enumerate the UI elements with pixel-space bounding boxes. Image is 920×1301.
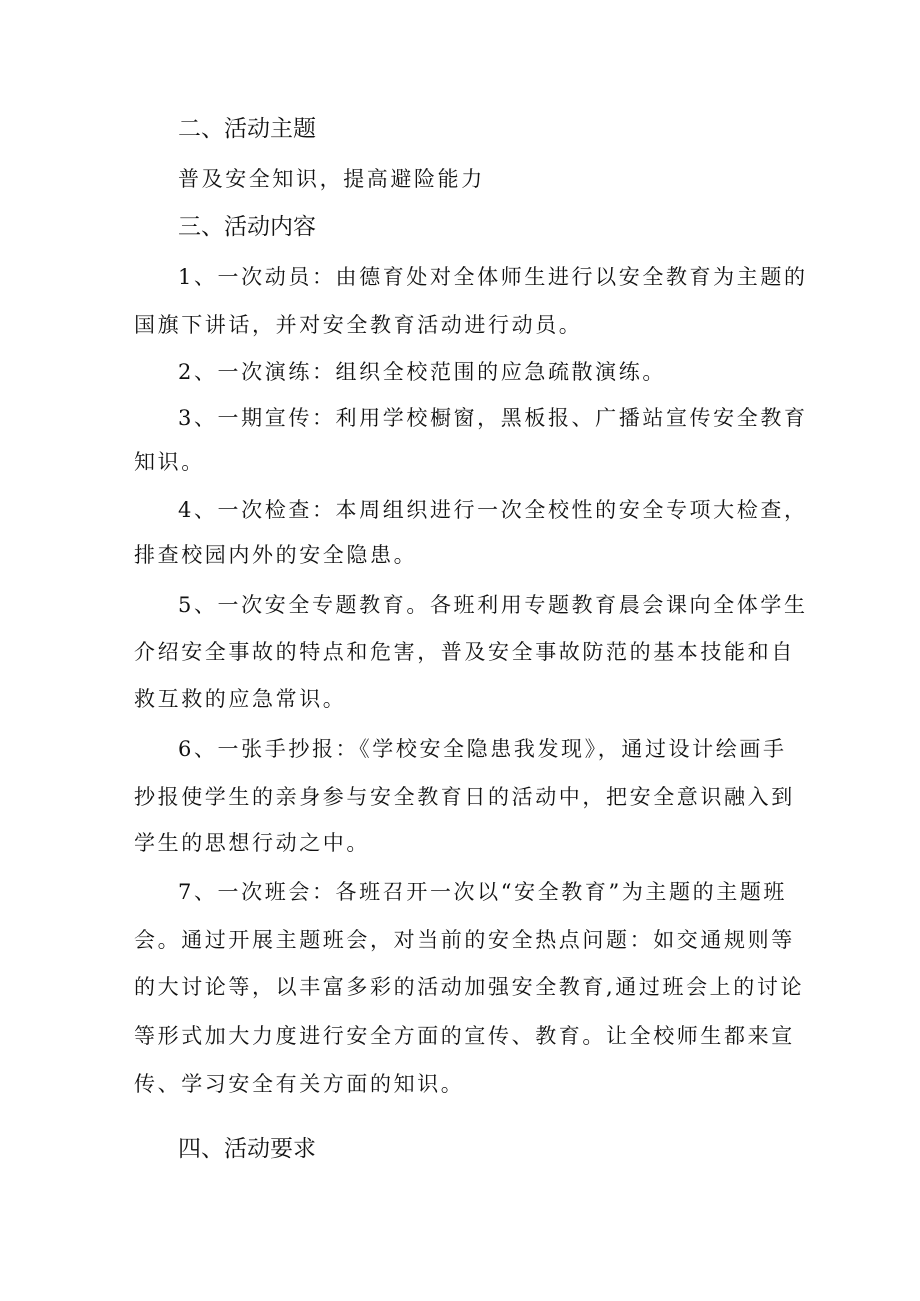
content-item-4-line-2: 排查校园内外的安全隐患。 bbox=[134, 543, 418, 567]
content-item-2-line-1: 2、一次演练：组织全校范围的应急疏散演练。 bbox=[178, 360, 666, 384]
content-item-3-line-1: 3、一期宣传：利用学校橱窗，黑板报、广播站宣传安全教育 bbox=[178, 406, 808, 430]
section-heading-requirements: 四、活动要求 bbox=[178, 1136, 316, 1162]
content-item-7-line-2: 会。通过开展主题班会，对当前的安全热点问题：如交通规则等 bbox=[134, 928, 795, 952]
content-item-6-line-2: 抄报使学生的亲身参与安全教育日的活动中，把安全意识融入到 bbox=[134, 785, 795, 809]
content-item-5-line-2: 介绍安全事故的特点和危害，普及安全事故防范的基本技能和自 bbox=[134, 640, 795, 664]
content-item-6-line-3: 学生的思想行动之中。 bbox=[134, 831, 370, 855]
content-item-1-line-2: 国旗下讲话，并对安全教育活动进行动员。 bbox=[134, 313, 583, 337]
content-item-1-line-1: 1、一次动员：由德育处对全体师生进行以安全教育为主题的 bbox=[178, 265, 808, 289]
content-item-7-line-5: 传、学习安全有关方面的知识。 bbox=[134, 1072, 465, 1096]
content-item-6-line-1: 6、一张手抄报：《学校安全隐患我发现》，通过设计绘画手 bbox=[178, 737, 787, 761]
section-heading-theme: 二、活动主题 bbox=[178, 116, 316, 142]
content-item-3-line-2: 知识。 bbox=[134, 450, 205, 474]
section-heading-content: 三、活动内容 bbox=[178, 214, 316, 240]
theme-text: 普及安全知识，提高避险能力 bbox=[178, 167, 485, 191]
content-item-4-line-1: 4、一次检查：本周组织进行一次全校性的安全专项大检查， bbox=[178, 498, 808, 522]
content-item-7-line-1: 7、一次班会：各班召开一次以“安全教育”为主题的主题班 bbox=[178, 880, 788, 904]
content-item-5-line-3: 救互救的应急常识。 bbox=[134, 687, 347, 711]
content-item-5-line-1: 5、一次安全专题教育。各班利用专题教育晨会课向全体学生 bbox=[178, 593, 808, 617]
content-item-7-line-4: 等形式加大力度进行安全方面的宣传、教育。让全校师生都来宣 bbox=[134, 1024, 795, 1048]
content-item-7-line-3: 的大讨论等，以丰富多彩的活动加强安全教育,通过班会上的讨论 bbox=[134, 975, 805, 999]
